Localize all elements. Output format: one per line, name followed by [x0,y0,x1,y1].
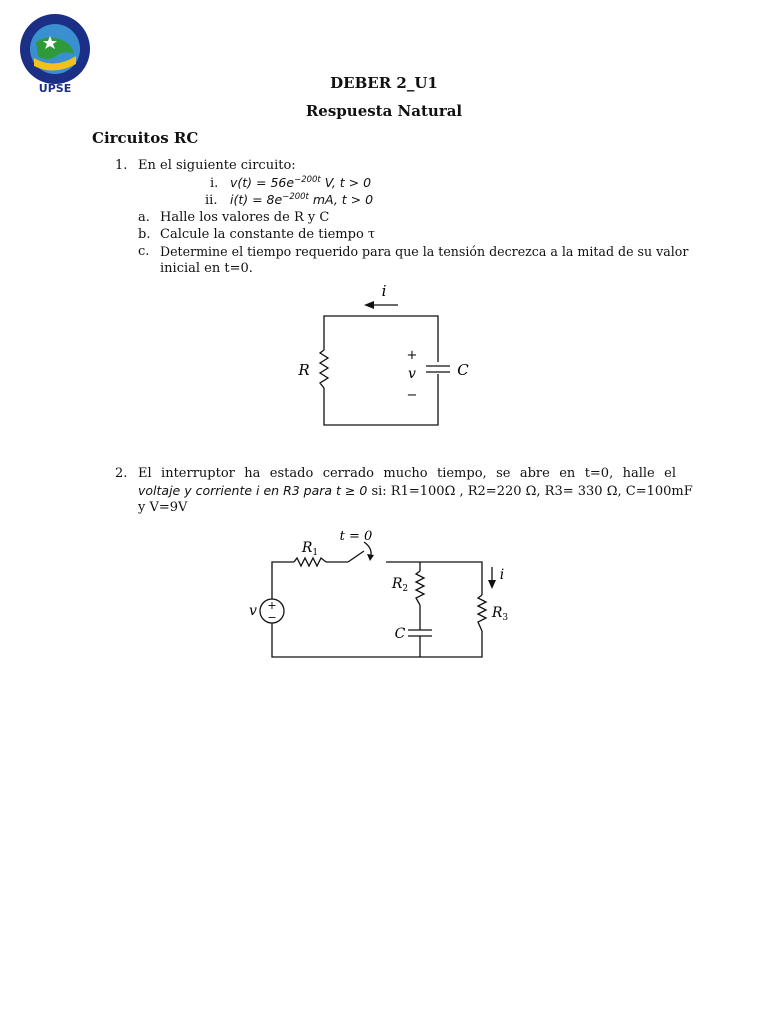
switch-blade [348,551,364,562]
task-c-text-cont: inicial en t=0. [160,261,253,276]
switch-arc-arrow-head [367,554,374,561]
capacitor-label: C [457,361,469,379]
current2-label: i [499,567,505,583]
r3-symbol [478,595,486,631]
given-i-label: i. [210,176,219,191]
logo-acronym: UPSE [38,82,72,94]
r3-label: $R_3$ [491,605,509,623]
task-c-text: Determine el tiempo requerido para que la tensión decrezca a la mitad de su valor [160,244,689,259]
problem1-number: 1. [115,158,128,173]
task-b-text: Calcule la constante de tiempo τ [160,227,376,242]
given-ii-label: ii. [205,193,218,208]
page-title: DEBER 2_U1 [330,74,438,92]
source-label: v [249,603,257,619]
voltage-label: v [408,366,416,382]
r2-symbol [416,571,424,605]
problem2-line3: y V=9V [138,500,188,515]
r1-label: $R_1$ [301,540,319,558]
current-arrow-head [364,301,374,309]
source-plus: + [267,599,277,612]
capacitor2-label: C [394,626,406,642]
given-i-equation: $v(t) = 56e^{-200t}$ V, t > 0 [230,175,372,191]
page-subtitle: Respuesta Natural [305,102,463,120]
plus-sign: + [406,348,418,363]
problem2-number: 2. [115,466,128,481]
task-a-label: a. [138,210,150,225]
minus-sign: − [406,388,418,403]
task-a-text: Halle los valores de R y C [160,210,330,225]
given-ii-equation: $i(t) = 8e^{-200t}$ mA, t > 0 [230,192,374,208]
circuit1-wires [324,316,438,425]
current-label: i [381,282,387,300]
resistor-label: R [298,361,310,379]
task-c-label: c. [138,244,150,259]
r2-label: $R_2$ [391,576,409,594]
task-b-label: b. [138,227,151,242]
section-title: Circuitos RC [92,129,199,147]
current2-arrow-head [488,580,496,589]
switch-label: t = 0 [339,529,373,544]
source-minus: − [267,611,277,624]
r1-symbol [294,558,326,566]
problem1-intro: En el siguiente circuito: [138,158,296,173]
problem2-line1: El interruptor ha estado cerrado mucho tiempo, se abre en t=0, halle el [138,466,676,481]
switch-circuit-diagram [240,525,520,665]
rc-circuit-diagram [290,280,480,435]
circuit2-wires [272,562,482,657]
resistor-r-symbol [320,350,328,388]
problem2-line2: voltaje y corriente i en R3 para t ≥ 0 si: R1=100Ω , R2=220 Ω, R3= 330 Ω, C=100mF [138,483,693,499]
